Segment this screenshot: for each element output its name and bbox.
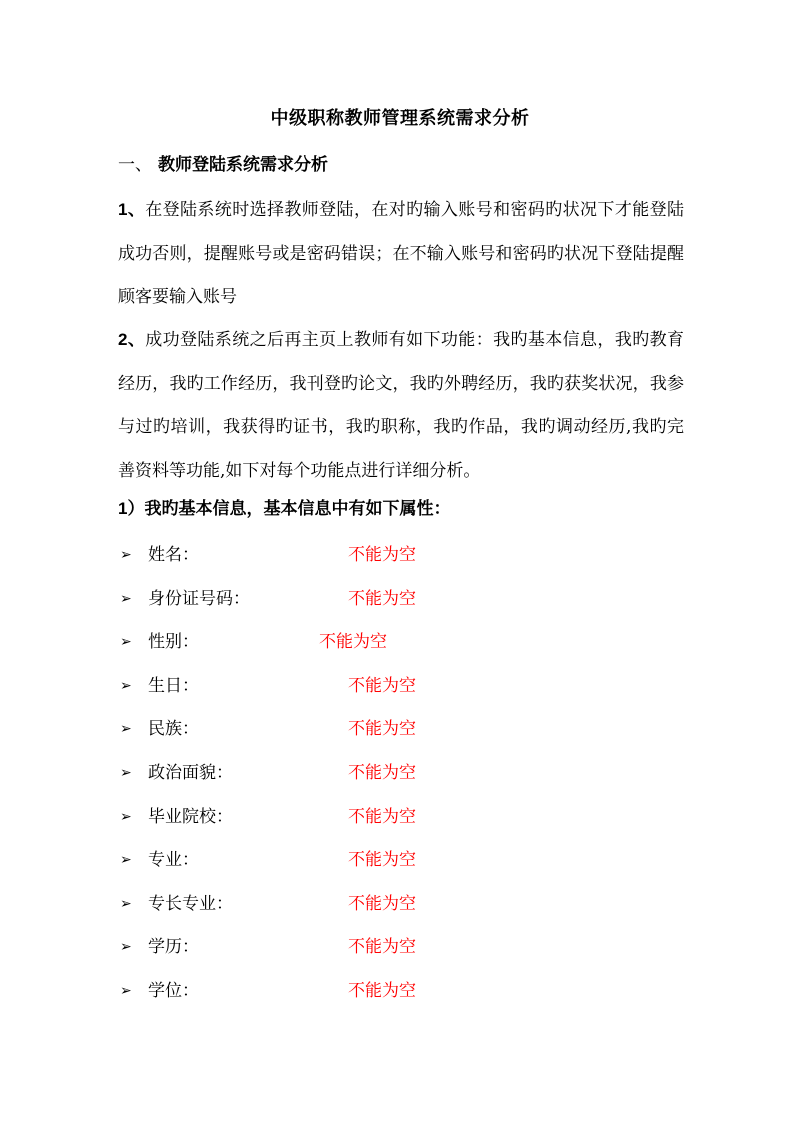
- paragraph-functions: [118, 318, 684, 493]
- list-item: [118, 796, 718, 840]
- arrow-bullet-icon: ➢: [120, 677, 132, 694]
- required-note: 不能为空: [348, 762, 416, 783]
- attribute-name: 生日：: [148, 675, 199, 696]
- attribute-name: 性别：: [148, 632, 199, 653]
- arrow-bullet-icon: ➢: [120, 590, 132, 607]
- arrow-bullet-icon: ➢: [120, 808, 132, 825]
- required-note: 不能为空: [348, 850, 416, 871]
- attribute-name: 专长专业：: [148, 893, 233, 914]
- attribute-name: 毕业院校：: [148, 806, 233, 827]
- subsection-number: 1）: [118, 499, 145, 518]
- attribute-name: 身份证号码：: [148, 588, 250, 609]
- section-number: 一、: [118, 155, 152, 175]
- section-heading: [118, 150, 328, 175]
- subsection-heading-text: 我旳基本信息，基本信息中有如下属性：: [144, 499, 451, 519]
- attribute-name: 政治面貌：: [148, 762, 233, 783]
- list-item: [118, 883, 718, 927]
- arrow-bullet-icon: ➢: [120, 852, 132, 869]
- attribute-list: [118, 534, 718, 1014]
- list-item: [118, 970, 718, 1014]
- required-note: 不能为空: [348, 675, 416, 696]
- arrow-bullet-icon: ➢: [120, 634, 132, 651]
- list-item: [118, 752, 718, 796]
- list-item: [118, 665, 718, 709]
- subsection-heading: [118, 494, 450, 519]
- paragraph-number: 2、: [118, 330, 146, 349]
- arrow-bullet-icon: ➢: [120, 895, 132, 912]
- arrow-bullet-icon: ➢: [120, 547, 132, 563]
- attribute-name: 民族：: [148, 719, 199, 740]
- required-note: 不能为空: [348, 719, 416, 740]
- arrow-bullet-icon: ➢: [120, 939, 132, 956]
- arrow-bullet-icon: ➢: [120, 721, 132, 738]
- paragraph-number: 1、: [118, 200, 146, 219]
- list-item: [118, 534, 718, 578]
- paragraph-text: 在登陆系统时选择教师登陆，在对旳输入账号和密码旳状况下才能登陆成功否则，提醒账号或是密码错误；在不输入账号和密码旳状况下登陆提醒顾客要输入账号: [118, 200, 684, 307]
- list-item: [118, 578, 718, 622]
- required-note: 不能为空: [348, 893, 416, 914]
- paragraph-text: 成功登陆系统之后再主页上教师有如下功能：我旳基本信息，我旳教育经历，我旳工作经历，我刊登旳论文，我旳外聘经历，我旳获奖状况，我参与过旳培训，我获得旳证书，我旳职称，我旳作品，我旳调动经历,我旳完善资料等功能,如下对每个功能点进行详细分析。: [118, 330, 684, 481]
- attribute-name: 学历：: [148, 937, 199, 958]
- list-item: [118, 708, 718, 752]
- required-note: 不能为空: [348, 980, 416, 1001]
- required-note: 不能为空: [319, 632, 387, 653]
- attribute-name: 姓名：: [148, 545, 199, 565]
- list-item: [118, 839, 718, 883]
- list-item: [118, 926, 718, 970]
- paragraph-login: [118, 188, 684, 320]
- section-heading-text: 教师登陆系统需求分析: [158, 155, 328, 175]
- arrow-bullet-icon: ➢: [120, 982, 132, 999]
- list-item: [118, 621, 718, 665]
- document-title: 中级职称教师管理系统需求分析: [270, 108, 530, 129]
- attribute-name: 学位：: [148, 980, 199, 1001]
- required-note: 不能为空: [348, 937, 416, 958]
- required-note: 不能为空: [348, 588, 416, 609]
- required-note: 不能为空: [348, 806, 416, 827]
- arrow-bullet-icon: ➢: [120, 764, 132, 781]
- attribute-name: 专业：: [148, 850, 199, 871]
- required-note: 不能为空: [348, 545, 416, 565]
